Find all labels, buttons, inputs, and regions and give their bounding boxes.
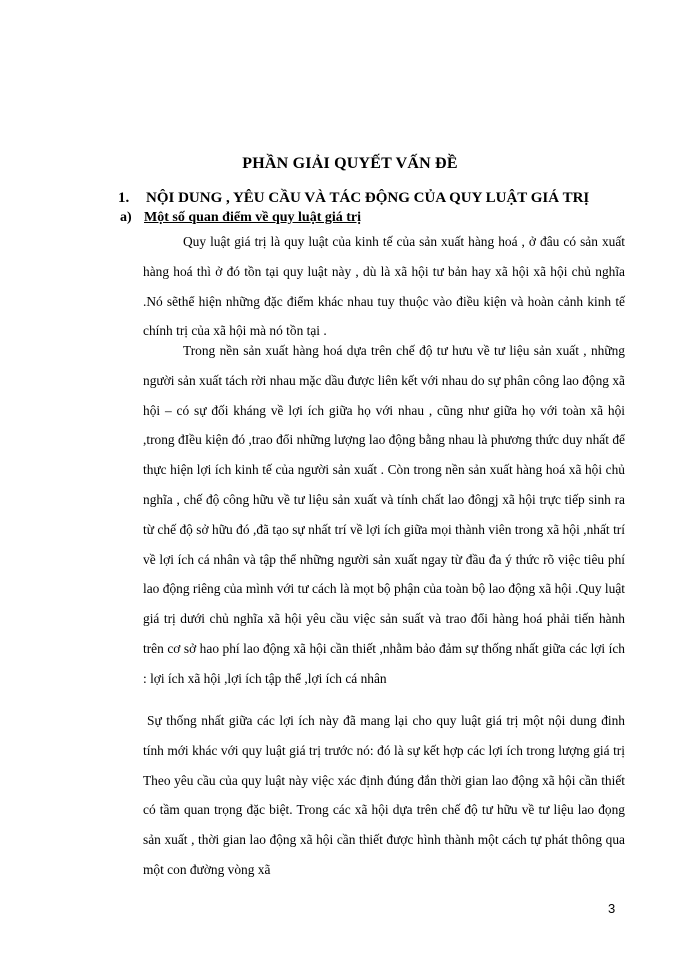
section-title: NỘI DUNG , YÊU CẦU VÀ TÁC ĐỘNG CỦA QUY LUẬT GIÁ TRỊ <box>146 190 590 206</box>
subsection-heading <box>120 210 361 226</box>
paragraph: Quy luật giá trị là quy luật của kinh tế của sản xuất hàng hoá , ở đâu có sản xuất hàng hoá thì ở đó tồn tại quy luật này , dù là xã hội tư bản hay xã hội xã hội chủ nghĩa .Nó sẽthể hiện những đặc điểm khác nhau tuy thuộc vào điều kiện và hoàn cảnh kinh tế chính trị của xã hội mà nó tồn tại . <box>143 234 625 339</box>
paragraph-1-block <box>143 227 625 346</box>
section-number: 1. <box>118 190 130 206</box>
paragraph-2-block <box>143 336 625 694</box>
subsection-number: a) <box>120 210 132 225</box>
subsection-title: Một số quan điểm về quy luật giá trị <box>144 210 362 225</box>
section-heading <box>118 190 589 207</box>
paragraph: Sự thống nhất giữa các lợi ích này đã mang lại cho quy luật giá trị một nội dung đinh tính mới khác với quy luật giá trị trước nó: đó là sự kết hợp các lợi ích trong lượng giá trị Theo yêu cầu của quy luật này việc xác định đúng đắn thời gian lao động xã hội cần thiết có tầm quan trọng đặc biệt. Trong các xã hội dựa trên chế độ tư hữu về tư liệu lao đọng sản xuất , thời gian lao động xã hội cần thiết được hình thành một cách tự phát thông qua một con đường vòng xã <box>143 713 625 877</box>
page-number: 3 <box>608 901 616 916</box>
paragraph-3-block <box>143 706 625 885</box>
page-title: PHẦN GIẢI QUYẾT VẤN ĐỀ <box>242 155 458 172</box>
paragraph: Trong nền sản xuất hàng hoá dựa trên chế độ tư hưu về tư liệu sản xuất , những người sản xuất tách rời nhau mặc dầu được liên kết với nhau do sự phân công lao động xã hội – có sự đối kháng về lợi ích giữa họ với nhau , cũng như giữa họ với toàn xã hội ,trong đIều kiện đó ,trao đổi những lượng lao động bằng nhau là phương thức duy nhất để thực hiện lợi ích kinh tế của người sản xuất . Còn trong nền sản xuất hàng hoá xã hội chủ nghĩa , chế độ công hữu về tư liệu sản xuất và tính chất lao đôngj xã hội trực tiếp sinh ra từ chế độ sở hữu đó ,đã tạo sự nhất trí về lợi ích giữa mọi thành viên trong xã hội ,nhất trí về lợi ích cá nhân và tập thể những người sản xuất ngay từ đầu đa ý thức rõ việc tiêu phí lao động riêng của mình với tư cách là mọt bộ phận của toàn bộ lao động xã hội .Quy luật giá trị dưới chủ nghĩa xã hội yêu cầu việc sản suất và trao đổi hàng hoá phải tiến hành trên cơ sở hao phí lao động xã hội cần thiết ,nhằm bảo đảm sự thống nhất giữa các lợi ích : lợi ích xã hội ,lợi ích tập thể ,lợi ích cá nhân <box>143 343 625 686</box>
